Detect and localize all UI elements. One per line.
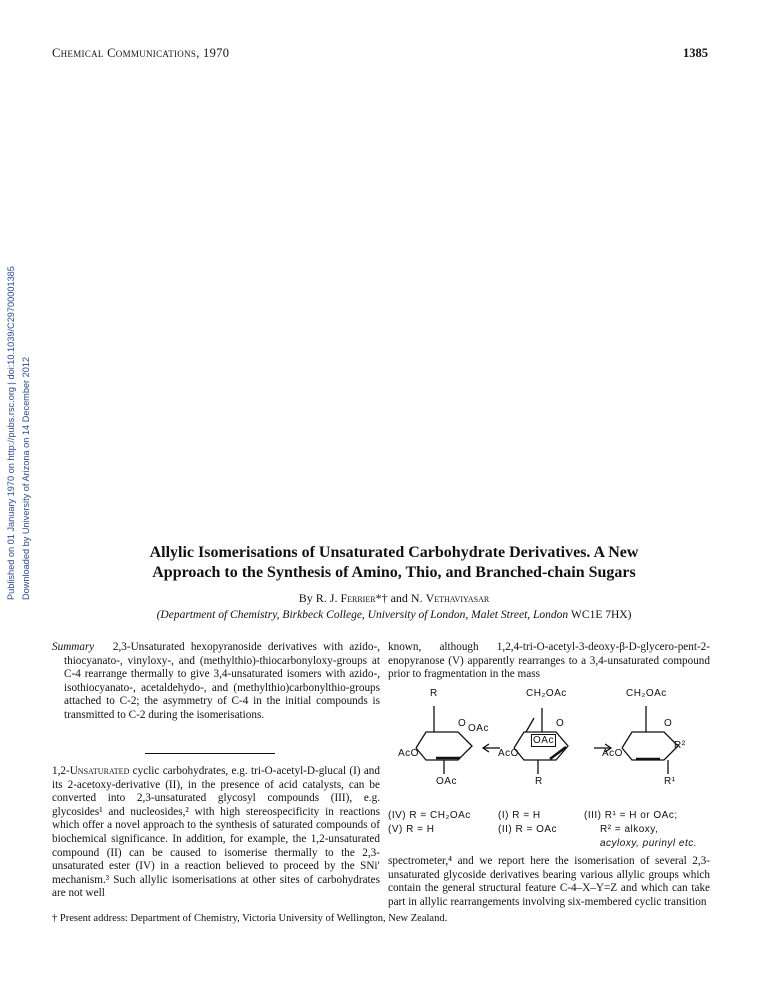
- s2-bottom-label: R: [535, 776, 543, 787]
- s2-top-label: CH₂OAc: [526, 688, 567, 699]
- footnote-text: Present address: Department of Chemistry, Victoria University of Wellington, New Zealand.: [59, 913, 448, 924]
- body-right-top: [388, 641, 710, 682]
- body-paragraph-1: cyclic carbohydrates, e.g. tri-O-acetyl-D-glucal (I) and its 2-acetoxy-derivative (II), in the presence of acid catalysts, can be converted into 2,3-unsaturated glycosyl compounds (III), e.g. glycosides¹ and nucleosides,² with high stereospecificity in reactions which offer a novel approach to the synthesis of saturated compounds of biochemical significance. In addition, for example, the 1,2-unsaturated compound (II) can be caused to isomerise thermally to the 2,3-unsaturated ester (IV) in a reaction believed to proceed by the SNi′ mechanism.³ Such allylic isomerisations at other sites of carbohydrates are not well: [52, 765, 380, 900]
- author-1: Ferrier: [340, 591, 376, 605]
- body-lead: 1,2-Unsaturated: [52, 765, 130, 777]
- caption-i: (I) R = H: [498, 810, 541, 821]
- s2-oac-label: OAc: [533, 735, 554, 746]
- structure-drawing: [388, 688, 710, 808]
- body-right-bottom-text: spectrometer,⁴ and we report here the isomerisation of several 2,3-unsaturated glycoside derivatives bearing various allylic groups which contain the general structural feature C-4–X–Y=Z and which can take part in allylic rearrangements involving six-membered cyclic transition: [388, 855, 710, 908]
- s3-ring-oxygen: O: [664, 718, 673, 729]
- footnote-mark: †: [52, 913, 58, 924]
- footnote: [52, 913, 712, 924]
- s1-top-label: R: [430, 688, 438, 699]
- caption-v: (V) R = H: [388, 824, 435, 835]
- s3-aco-label: AcO: [602, 748, 623, 759]
- structure-captions: [388, 810, 710, 854]
- download-sidebar: [4, 180, 38, 600]
- s1-bottom-label: OAc: [436, 776, 457, 787]
- page-number: 1385: [683, 46, 708, 60]
- journal-header: Chemical Communications, 1970: [52, 46, 230, 60]
- caption-r2: R² = alkoxy,: [600, 824, 659, 835]
- title-line-2: Approach to the Synthesis of Amino, Thio, and Branched-chain Sugars: [152, 564, 636, 581]
- author-2: Vethaviyasar: [425, 591, 490, 605]
- and-text: and N.: [390, 591, 423, 605]
- s1-aco-label: AcO: [398, 748, 419, 759]
- caption-etc: acyloxy, purinyl etc.: [600, 838, 698, 849]
- s3-r2-label: R²: [674, 740, 686, 751]
- affiliation-text: (Department of Chemistry, Birkbeck College, University of London, Malet Street, London: [156, 609, 569, 621]
- summary-divider: [145, 753, 275, 754]
- summary-text: 2,3-Unsaturated hexopyranoside derivatives with azido-, thiocyanato-, vinyloxy-, and (methylthio)-thiocarbonyloxy-groups at C-4 rearrange thermally to give 3,4-unsaturated isomers with azido-, isothiocyanato-, acetaldehydo-, and (methylthio)carbonylthio-groups attached to C-2; the asymmetry of C-4 in the initial compounds is transmitted to C-2 during the isomerisations.: [64, 641, 380, 721]
- body-left-column: [52, 765, 380, 901]
- summary-block: [52, 641, 380, 723]
- sidebar-line-published[interactable]: Published on 01 January 1970 on http://pubs.rsc.org | doi:10.1039/C29700001385: [6, 266, 16, 600]
- body-right-bottom: [388, 855, 710, 909]
- summary-label: Summary: [52, 641, 95, 653]
- s3-r1-label: R¹: [664, 776, 676, 787]
- body-right-top-text: known, although 1,2,4-tri-O-acetyl-3-deoxy-β-D-glycero-pent-2-enopyranose (V) apparently rearranges to a 3,4-unsaturated compound prior to fragmentation in the mass: [388, 641, 710, 681]
- s1-ring-oxygen: O: [458, 718, 467, 729]
- author-1-mark: *†: [375, 591, 388, 605]
- author-line: [60, 591, 728, 606]
- chemical-structures: [388, 688, 710, 808]
- sidebar-line-downloaded: Downloaded by University of Arizona on 14 December 2012: [21, 356, 31, 600]
- affiliation: [60, 609, 728, 621]
- s2-aco-label: AcO: [498, 748, 519, 759]
- caption-ii: (II) R = OAc: [498, 824, 558, 835]
- s3-top-label: CH₂OAc: [626, 688, 667, 699]
- caption-iv: (IV) R = CH₂OAc: [388, 810, 471, 821]
- article-title: [60, 543, 728, 583]
- caption-iii: (III) R¹ = H or OAc;: [584, 810, 678, 821]
- title-line-1: Allylic Isomerisations of Unsaturated Carbohydrate Derivatives. A New: [149, 544, 639, 561]
- postcode: WC1E 7HX): [571, 609, 632, 621]
- by-text: By R. J.: [298, 591, 338, 605]
- s1-oac-label: OAc: [468, 723, 489, 734]
- s2-ring-oxygen: O: [556, 718, 565, 729]
